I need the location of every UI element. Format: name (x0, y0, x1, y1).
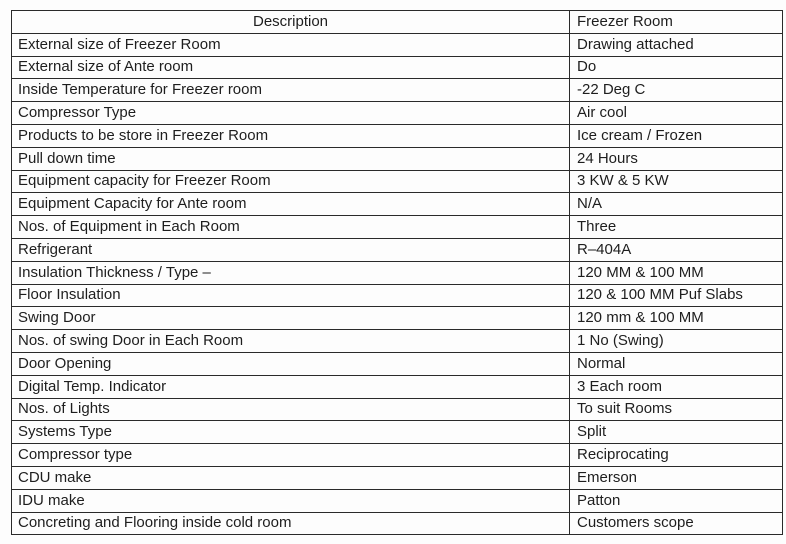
row-description: Systems Type (12, 421, 570, 444)
row-description: Digital Temp. Indicator (12, 375, 570, 398)
table-row (12, 124, 783, 147)
table-body (12, 33, 783, 535)
table-row (12, 33, 783, 56)
table-row (12, 307, 783, 330)
row-description: Insulation Thickness / Type – (12, 261, 570, 284)
row-description: Floor Insulation (12, 284, 570, 307)
row-value: R–404A (570, 238, 783, 261)
table-row (12, 102, 783, 125)
row-description: Nos. of swing Door in Each Room (12, 330, 570, 353)
row-description: Compressor Type (12, 102, 570, 125)
row-value: -22 Deg C (570, 79, 783, 102)
row-description: IDU make (12, 489, 570, 512)
table-row (12, 466, 783, 489)
row-description: External size of Freezer Room (12, 33, 570, 56)
row-value: Customers scope (570, 512, 783, 535)
specification-table (11, 10, 783, 535)
row-value: Three (570, 216, 783, 239)
row-value: Reciprocating (570, 444, 783, 467)
row-value: To suit Rooms (570, 398, 783, 421)
row-description: Inside Temperature for Freezer room (12, 79, 570, 102)
table-row (12, 421, 783, 444)
table-row (12, 444, 783, 467)
row-value: Normal (570, 352, 783, 375)
row-description: Refrigerant (12, 238, 570, 261)
row-value: 3 KW & 5 KW (570, 170, 783, 193)
table-row (12, 398, 783, 421)
row-value: Patton (570, 489, 783, 512)
row-value: Air cool (570, 102, 783, 125)
row-value: N/A (570, 193, 783, 216)
table-row (12, 79, 783, 102)
table-row (12, 170, 783, 193)
column-header-freezer-room: Freezer Room (570, 11, 783, 34)
table-row (12, 216, 783, 239)
table-row (12, 193, 783, 216)
table-row (12, 352, 783, 375)
row-description: CDU make (12, 466, 570, 489)
row-description: Equipment capacity for Freezer Room (12, 170, 570, 193)
row-description: Equipment Capacity for Ante room (12, 193, 570, 216)
table-row (12, 238, 783, 261)
row-value: 120 & 100 MM Puf Slabs (570, 284, 783, 307)
row-value: 1 No (Swing) (570, 330, 783, 353)
row-description: Concreting and Flooring inside cold room (12, 512, 570, 535)
table-row (12, 261, 783, 284)
table-row (12, 56, 783, 79)
table-row (12, 489, 783, 512)
row-description: Nos. of Lights (12, 398, 570, 421)
row-description: Products to be store in Freezer Room (12, 124, 570, 147)
table-header-row (12, 11, 783, 34)
table-row (12, 147, 783, 170)
table-row (12, 375, 783, 398)
table-row (12, 512, 783, 535)
table-row (12, 330, 783, 353)
row-value: 24 Hours (570, 147, 783, 170)
table-row (12, 284, 783, 307)
row-description: Swing Door (12, 307, 570, 330)
row-description: Door Opening (12, 352, 570, 375)
row-description: Compressor type (12, 444, 570, 467)
row-value: 120 mm & 100 MM (570, 307, 783, 330)
row-value: 3 Each room (570, 375, 783, 398)
row-description: External size of Ante room (12, 56, 570, 79)
row-value: Ice cream / Frozen (570, 124, 783, 147)
row-description: Pull down time (12, 147, 570, 170)
row-value: Emerson (570, 466, 783, 489)
row-value: Split (570, 421, 783, 444)
row-value: Drawing attached (570, 33, 783, 56)
row-description: Nos. of Equipment in Each Room (12, 216, 570, 239)
row-value: 120 MM & 100 MM (570, 261, 783, 284)
column-header-description: Description (12, 11, 570, 34)
row-value: Do (570, 56, 783, 79)
